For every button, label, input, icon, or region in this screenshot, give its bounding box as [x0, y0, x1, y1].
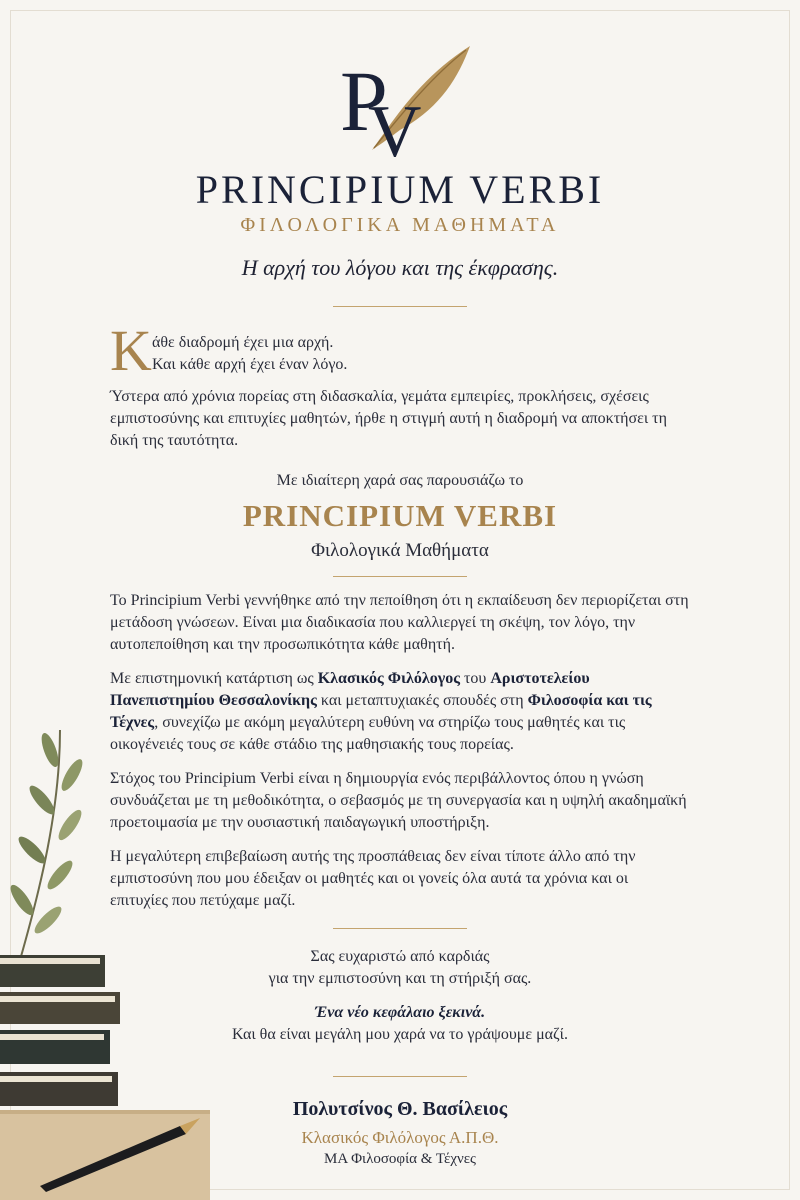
- text-span: και μεταπτυχιακές σπουδές στη: [316, 692, 528, 709]
- svg-text:V: V: [368, 91, 422, 158]
- bold-span: Κλασικός Φιλόλογος: [317, 670, 460, 687]
- divider: [333, 306, 467, 307]
- text-span: Με επιστημονική κατάρτιση ως: [110, 670, 318, 687]
- body-paragraph-3: Στόχος του Principium Verbi είναι η δημιουργία ενός περιβάλλοντος όπου η γνώση συνδυάζεται με τη μεθοδικότητα, ο σεβασμός με τη συνεργασία και η υψηλή ακαδημαϊκή προετοιμασία με την ουσιαστική παιδαγωγική υποστήριξη.: [110, 770, 687, 831]
- body-paragraph-4: Η μεγαλύτερη επιβεβαίωση αυτής της προσπάθειας δεν είναι τίποτε άλλο από την εμπιστοσύνη που μου έδειξαν οι μαθητές και οι γονείς όλα αυτά τα χρόνια και οι επιτυχίες που πετύχαμε μαζί.: [110, 848, 636, 909]
- drop-cap: Κ: [110, 318, 152, 383]
- signature-title: Κλασικός Φιλόλογος Α.Π.Θ.: [301, 1128, 499, 1147]
- closing-joy: Και θα είναι μεγάλη μου χαρά να το γράψουμε μαζί.: [232, 1026, 568, 1043]
- books-decoration: [0, 730, 210, 1200]
- presentation-subtitle: Φιλολογικά Μαθήματα: [311, 540, 489, 561]
- thanks-line-2: για την εμπιστοσύνη και τη στήριξή σας.: [268, 970, 532, 987]
- signature-degree: MA Φιλοσοφία & Τέχνες: [323, 1151, 476, 1167]
- divider: [333, 1076, 467, 1077]
- divider: [333, 576, 467, 577]
- bold-span: Φιλοσοφία και τις Τέχνες: [110, 692, 652, 731]
- bold-span: Αριστοτελείου Πανεπιστημίου Θεσσαλονίκης: [110, 670, 590, 709]
- body-paragraph-1: Το Principium Verbi γεννήθηκε από την πεποίθηση ότι η εκπαίδευση δεν περιορίζεται στη μετάδοση γνώσεων. Είναι μια διαδικασία που καλλιεργεί τη σκέψη, τον λόγο, την αυτοπεποίθηση και την προσωπικότητα κάθε μαθητή.: [110, 592, 689, 653]
- text-span: του: [459, 670, 491, 687]
- intro-lines: [152, 332, 672, 376]
- text-span: , συνεχίζω με ακόμη μεγαλύτερη ευθύνη να στηρίζω τους μαθητές και τις οικογένειές τους σε κάθε στάδιο της μαθησιακής τους πορείας.: [110, 714, 626, 753]
- presentation-lead: Με ιδιαίτερη χαρά σας παρουσιάζω το: [276, 472, 524, 489]
- intro-line-1: άθε διαδρομή έχει μια αρχή.: [152, 334, 334, 351]
- pv-monogram-logo: [0, 38, 800, 158]
- thanks-line-1: Σας ευχαριστώ από καρδιάς: [310, 948, 490, 965]
- new-chapter: Ένα νέο κεφάλαιο ξεκινά.: [314, 1004, 486, 1021]
- intro-paragraph: Ύστερα από χρόνια πορείας στη διδασκαλία, γεμάτα εμπειρίες, προκλήσεις, σχέσεις εμπιστοσύνης και επιτυχίες μαθητών, ήρθε η στιγμή αυτή η διαδρομή να αποκτήσει τη δική της ταυτότητα.: [110, 388, 667, 449]
- divider: [333, 928, 467, 929]
- presentation-brand: PRINCIPIUM VERBI: [242, 498, 558, 533]
- brand-title: PRINCIPIUM VERBI: [195, 167, 605, 212]
- intro-line-2: Και κάθε αρχή έχει έναν λόγο.: [152, 356, 348, 373]
- brand-subtitle: ΦΙΛΟΛΟΓΙΚΑ ΜΑΘΗΜΑΤΑ: [240, 214, 560, 236]
- olive-branch-decoration: [7, 730, 86, 960]
- svg-text:P: P: [340, 53, 388, 149]
- signature-name: Πολυτσίνος Θ. Βασίλειος: [292, 1098, 508, 1120]
- tagline: Η αρχή του λόγου και της έκφρασης.: [241, 255, 559, 280]
